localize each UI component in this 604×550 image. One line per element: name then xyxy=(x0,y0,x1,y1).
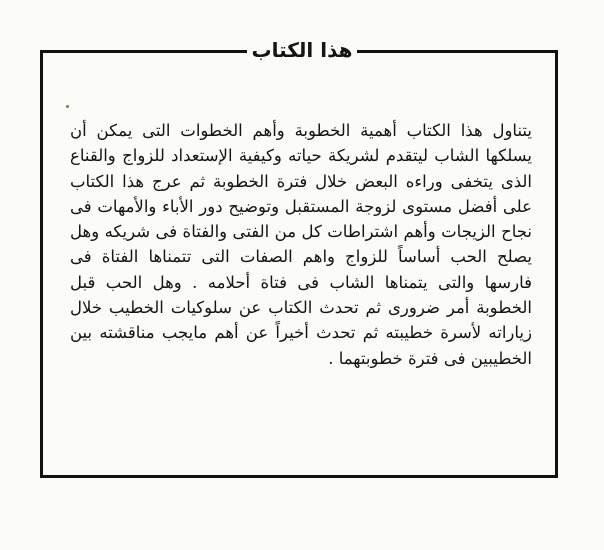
book-description: يتناول هذا الكتاب أهمية الخطوبة وأهم الخطوات التى يمكن أن يسلكها الشاب ليتقدم لشريكة حياته وكيفية الإستعداد للزواج والقناع الذى يتخفى وراءه البعض خلال فترة الخطوبة ثم عرج هذا الكتاب على أفضل مستوى لزوجة المستقبل وتوضيح دور الأباء والأمهات فى نجاح الزيجات وأهم اشتراطات كل من الفتى والفتاة فى شريكه وهل يصلح الحب أساساً للزواج واهم الصفات التى تتمناها الفتاة فى فارسها والتى يتمناها الشاب فى فتاة أحلامه . وهل الحب قبل الخطوبة أمر ضرورى ثم تحدث الكتاب عن سلوكيات الخطيب خلال زياراته لأسرة خطيبته ثم تحدث أخيراً عن أهم مايجب مناقشته بين الخطيبين فى فترة خطوبتهما . xyxy=(70,121,532,368)
section-title xyxy=(247,36,357,64)
title-text: هذا الكتاب xyxy=(251,38,353,62)
print-speck xyxy=(66,105,69,108)
